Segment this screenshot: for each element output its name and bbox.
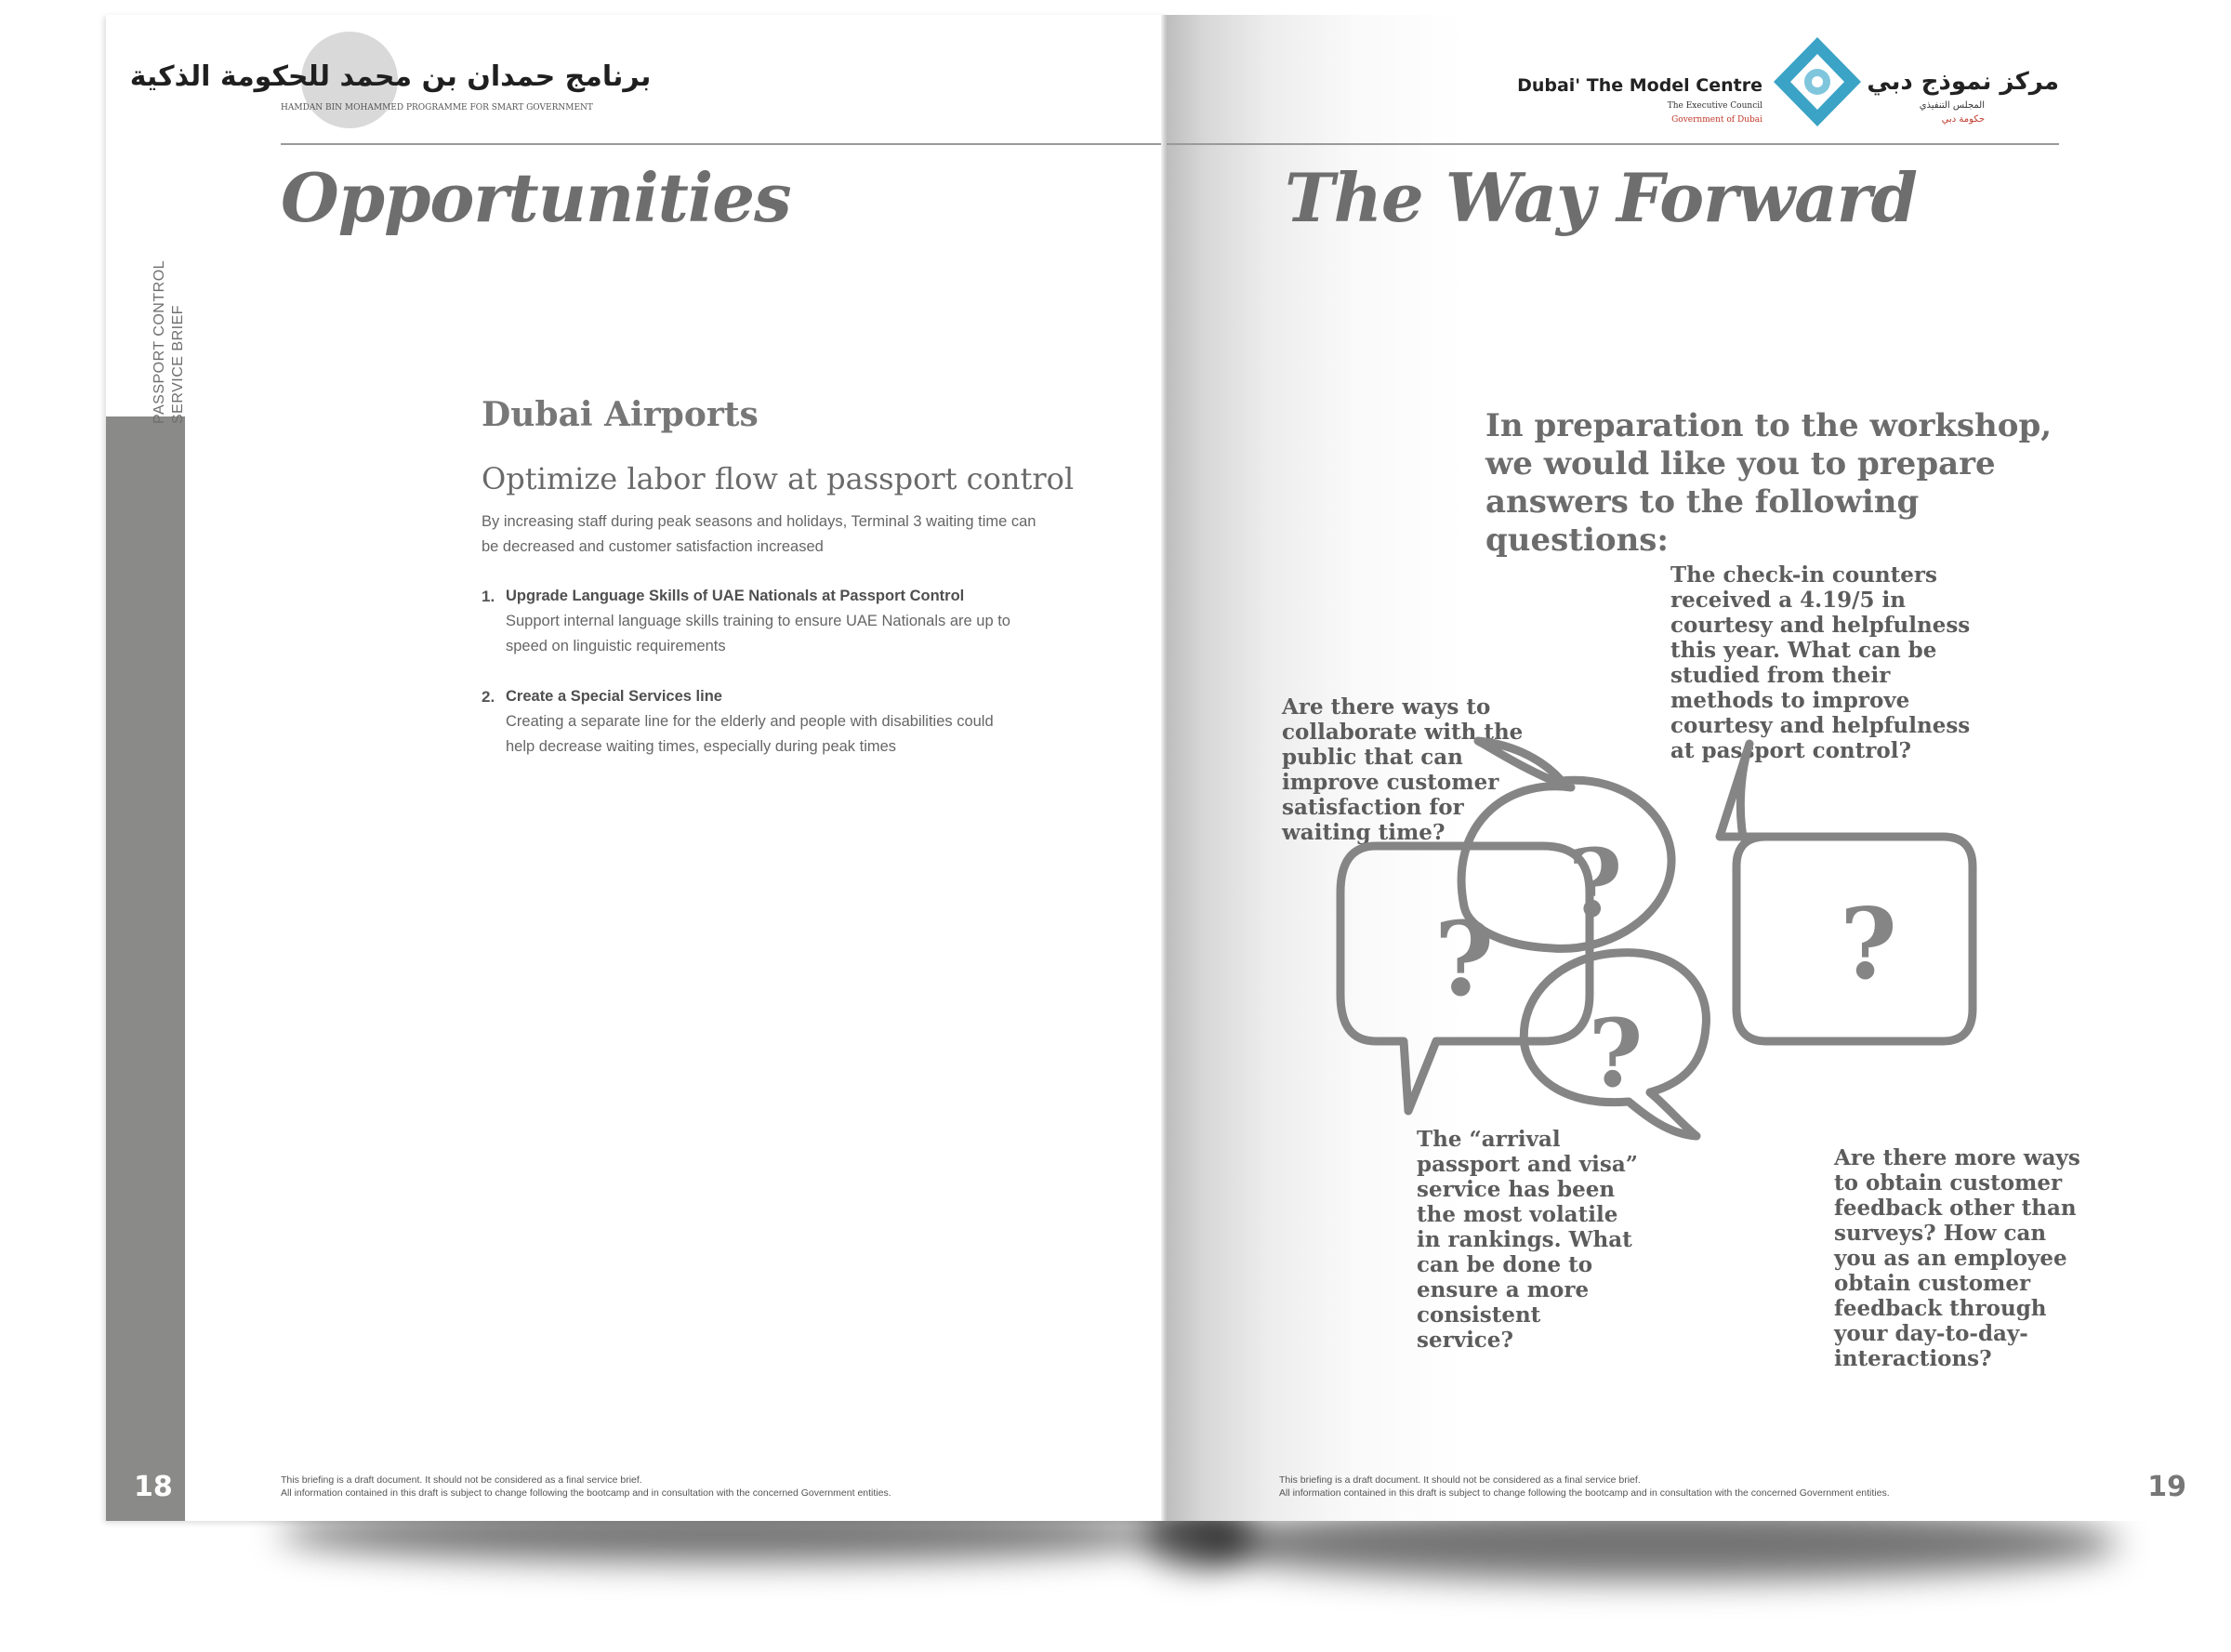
item-2 [506, 684, 1101, 760]
side-label-line1: PASSPORT CONTROL [152, 259, 167, 424]
question-mark-left-icon: ? [1433, 899, 1495, 1019]
item-1-heading: Upgrade Language Skills of UAE Nationals at Passport Control [506, 588, 965, 604]
logo-centre-sub2: Government of Dubai [1671, 115, 1762, 125]
question-mark-bottom-icon: ? [1588, 998, 1644, 1108]
hbm-programme-logo [129, 28, 652, 130]
question-collaborate-public: Are there ways to collaborate with the public that can improve customer satisfaction for waiting time? [1282, 694, 1524, 845]
question-arrival-visa: The “arrival passport and visa” service has been the most volatile in rankings. What can be done to ensure a more consistent service? [1417, 1127, 1638, 1353]
question-mark-top-icon: ? [1567, 828, 1623, 938]
page-number-right: 19 [2147, 1471, 2186, 1503]
sidebar-band [106, 416, 185, 1521]
organization-name: Dubai Airports [482, 395, 759, 434]
footer-right-line2: All information contained in this draft is subject to change following the bootcamp and in consultation with the concerned Government entities. [1279, 1487, 1890, 1499]
item-1-line-2: speed on linguistic requirements [506, 638, 726, 654]
question-customer-feedback: Are there more ways to obtain customer feedback other than surveys? How can you as an employee obtain customer feedback through your day-to-day-interactions? [1834, 1145, 2080, 1371]
intro-line-1: By increasing staff during peak seasons and holidays, Terminal 3 waiting time can [482, 513, 1036, 530]
workshop-intro: In preparation to the workshop, we would like you to prepare answers to the following questions: [1485, 407, 2053, 559]
left-page [106, 15, 1167, 1521]
item-1-number: 1. [482, 588, 495, 605]
logo-arabic-sub1: المجلس التنفيذي [1919, 100, 1985, 111]
page-number-left: 18 [134, 1471, 173, 1503]
header-rule-left [281, 143, 1167, 145]
speech-bubbles-illustration [1329, 734, 1999, 1199]
footer-right [1279, 1474, 1890, 1500]
question-checkin-counters: The check-in counters received a 4.19/5 in courtesy and helpfulness this year. What can be studied from their methods to improve courtesy and helpfulness at passport control? [1670, 562, 1971, 763]
model-centre-emblem-icon [1774, 37, 1861, 126]
footer-right-line1: This briefing is a draft document. It should not be considered as a final service brief. [1279, 1474, 1641, 1486]
side-label [151, 238, 188, 424]
item-2-number: 2. [482, 688, 495, 706]
logo-arabic-text: برنامج حمدان بن محمد للحكومة الذكية [129, 60, 652, 93]
item-2-line-2: help decrease waiting times, especially during peak times [506, 738, 897, 755]
page-title-way-forward: The Way Forward [1285, 158, 1918, 237]
header-rule-right [1167, 143, 2059, 145]
item-1 [506, 584, 1101, 659]
logo-centre-name: Dubai' The Model Centre [1517, 75, 1762, 96]
question-mark-right-icon: ? [1840, 886, 1897, 1001]
item-2-heading: Create a Special Services line [506, 688, 722, 705]
side-label-line2: SERVICE BRIEF [170, 304, 186, 424]
opportunity-subtitle: Optimize labor flow at passport control [482, 461, 1075, 496]
footer-left-line2: All information contained in this draft is subject to change following the bootcamp and in consultation with the concerned Government entities. [281, 1487, 891, 1499]
footer-left-line1: This briefing is a draft document. It should not be considered as a final service brief. [281, 1474, 642, 1486]
item-1-line-1: Support internal language skills training to ensure UAE Nationals are up to [506, 613, 1010, 629]
logo-arabic-name: مركز نموذج دبي [1867, 68, 2059, 96]
intro-line-2: be decreased and customer satisfaction increased [482, 538, 824, 555]
item-2-line-1: Creating a separate line for the elderly and people with disabilities could [506, 713, 994, 730]
footer-left [281, 1474, 891, 1500]
logo-arabic-sub2: حكومة دبي [1941, 114, 1985, 125]
logo-centre-sub1: The Executive Council [1667, 101, 1762, 111]
page-title-opportunities: Opportunities [281, 158, 791, 237]
model-centre-logo [1517, 33, 2064, 130]
opportunity-intro [482, 509, 1076, 560]
logo-english-text: HAMDAN BIN MOHAMMED PROGRAMME FOR SMART GOVERNMENT [281, 103, 593, 112]
